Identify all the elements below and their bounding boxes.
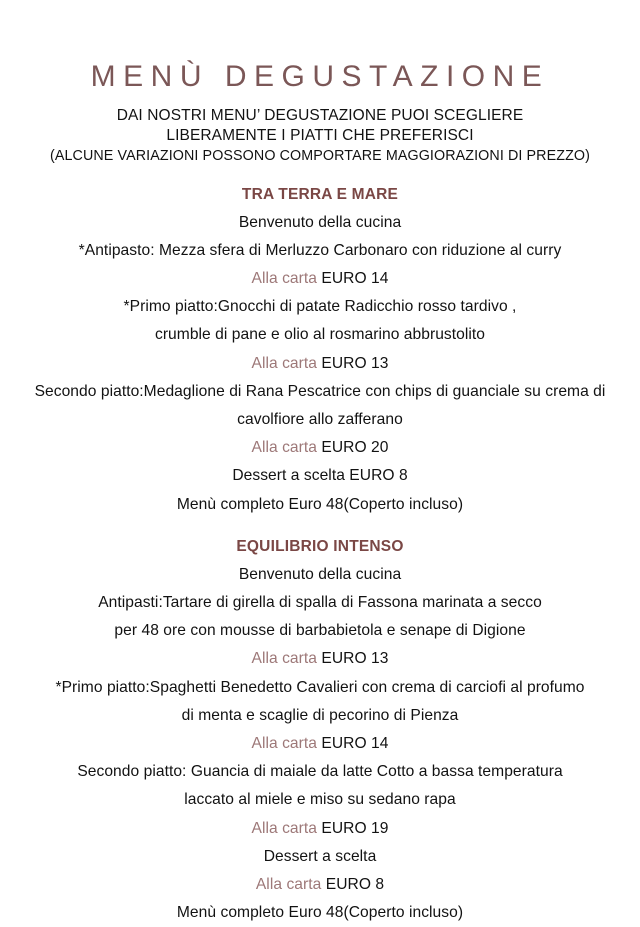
price-value: EURO 8 <box>326 876 384 893</box>
section-heading: TRA TERRA E MARE <box>0 181 640 209</box>
menu-dish-line: per 48 ore con mousse di barbabietola e senape di Digione <box>0 617 640 645</box>
menu-dish-line: *Primo piatto:Spaghetti Benedetto Cavalieri con crema di carciofi al profumo <box>0 674 640 702</box>
menu-price-line <box>0 815 640 843</box>
price-value: EURO 20 <box>321 439 388 456</box>
menu-dish-line: Antipasti:Tartare di girella di spalla di Fassona marinata a secco <box>0 589 640 617</box>
price-value: EURO 13 <box>321 650 388 667</box>
menu-price-line <box>0 871 640 899</box>
menu-dish-line: Benvenuto della cucina <box>0 209 640 237</box>
menu-section <box>0 181 640 519</box>
menu-price-line <box>0 265 640 293</box>
menu-dish-line: cavolfiore allo zafferano <box>0 406 640 434</box>
page-title: MENÙ DEGUSTAZIONE <box>0 0 640 95</box>
alla-carta-label: Alla carta <box>256 876 322 893</box>
price-value: EURO 13 <box>321 355 388 372</box>
price-value: EURO 14 <box>321 735 388 752</box>
menu-dish-line: *Primo piatto:Gnocchi di patate Radicchio rosso tardivo , <box>0 293 640 321</box>
menu-price-line <box>0 730 640 758</box>
menu-dish-line: Secondo piatto: Guancia di maiale da latte Cotto a bassa temperatura <box>0 758 640 786</box>
alla-carta-label: Alla carta <box>252 270 318 287</box>
intro-line-3: (ALCUNE VARIAZIONI POSSONO COMPORTARE MAGGIORAZIONI DI PREZZO) <box>0 146 640 166</box>
alla-carta-label: Alla carta <box>252 650 318 667</box>
menu-dish-line: crumble di pane e olio al rosmarino abbrustolito <box>0 321 640 349</box>
menu-sections <box>0 181 640 927</box>
price-value: EURO 19 <box>321 820 388 837</box>
menu-price-line <box>0 434 640 462</box>
menu-section <box>0 533 640 927</box>
alla-carta-label: Alla carta <box>252 735 318 752</box>
intro-line-1: DAI NOSTRI MENU’ DEGUSTAZIONE PUOI SCEGLIERE <box>0 106 640 126</box>
menu-dish-line: *Antipasto: Mezza sfera di Merluzzo Carbonaro con riduzione al curry <box>0 237 640 265</box>
menu-dish-line: Dessert a scelta <box>0 843 640 871</box>
menu-dish-line: Benvenuto della cucina <box>0 561 640 589</box>
alla-carta-label: Alla carta <box>252 355 318 372</box>
price-value: EURO 14 <box>321 270 388 287</box>
menu-dish-line: di menta e scaglie di pecorino di Pienza <box>0 702 640 730</box>
menu-dish-line: Menù completo Euro 48(Coperto incluso) <box>0 899 640 927</box>
menu-price-line <box>0 645 640 673</box>
section-heading: EQUILIBRIO INTENSO <box>0 533 640 561</box>
menu-dish-line: Secondo piatto:Medaglione di Rana Pescatrice con chips di guanciale su crema di <box>0 378 640 406</box>
menu-dish-line: Menù completo Euro 48(Coperto incluso) <box>0 491 640 519</box>
intro-line-2: LIBERAMENTE I PIATTI CHE PREFERISCI <box>0 126 640 146</box>
intro-block <box>0 106 640 166</box>
alla-carta-label: Alla carta <box>252 439 318 456</box>
alla-carta-label: Alla carta <box>252 820 318 837</box>
menu-dish-line: laccato al miele e miso su sedano rapa <box>0 786 640 814</box>
menu-dish-line: Dessert a scelta EURO 8 <box>0 462 640 490</box>
menu-price-line <box>0 350 640 378</box>
